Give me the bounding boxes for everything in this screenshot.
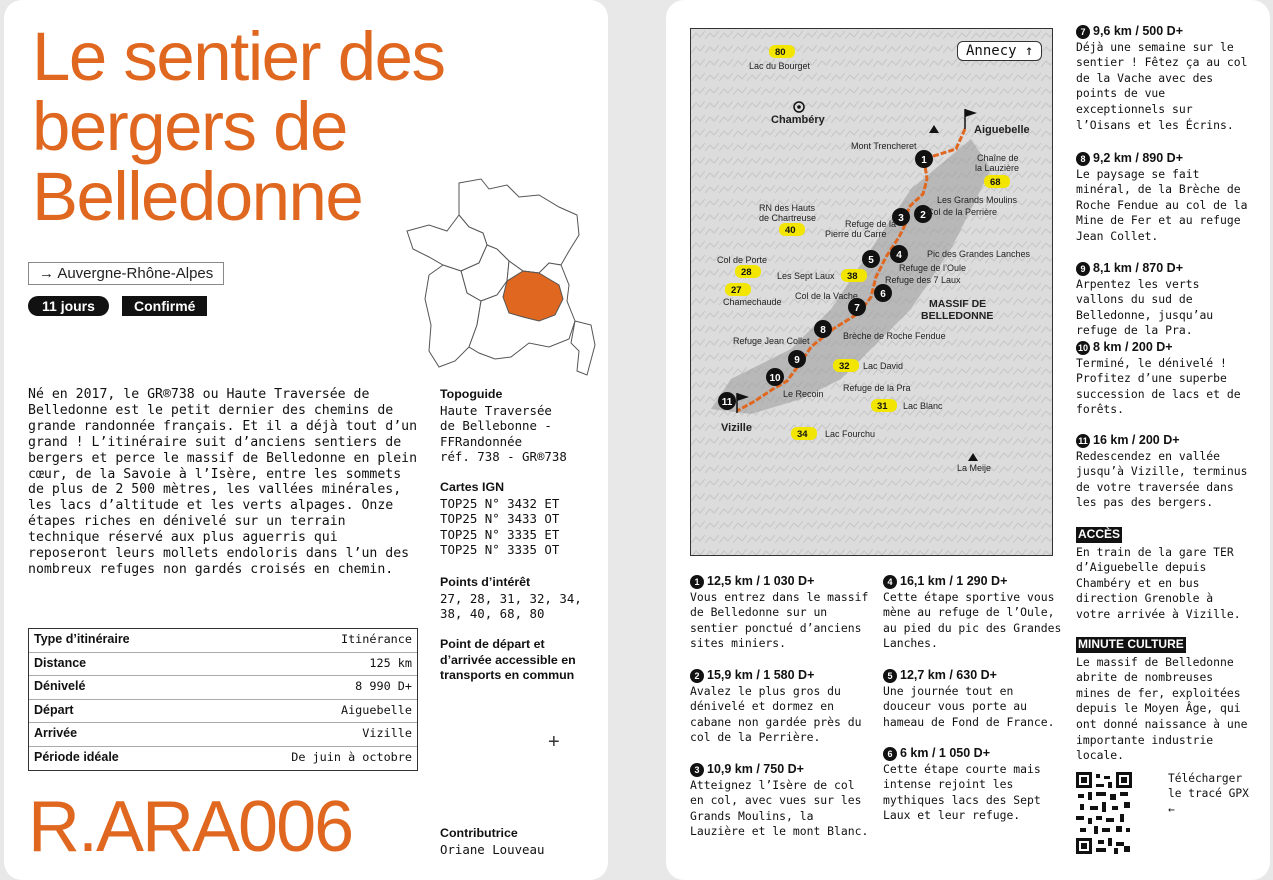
stage-number: 9 — [1076, 262, 1090, 276]
ign-maps-block — [440, 480, 600, 558]
fact-value: 8 990 D+ — [355, 679, 412, 693]
culture-block — [1076, 637, 1248, 764]
label-refuge-7laux: Refuge des 7 Laux — [885, 275, 961, 285]
stage-heading: 8,1 km / 870 D+ — [1093, 261, 1183, 275]
label-refuge-pierre-1: Refuge de la — [845, 219, 897, 229]
stage-text: Vous entrez dans le massif de Belledonne sur un sentier ponctué d’anciens sites miniers. — [690, 589, 869, 651]
plus-icon: + — [548, 731, 560, 753]
stage-number: 6 — [883, 747, 897, 761]
intro-paragraph: Né en 2017, le GR®738 ou Haute Traversée de Belledonne est le petit dernier des chemins de grande randonnée français. Et il a déjà tout d’un grand ! L’itinéraire suit d’anciens sentiers de bergers et perce le massif de Belledonne en plein cœur, de la Savoie à l’Isère, entre les sommets de plus de 2 500 mètres, les vallées minérales, les lacs d’altitude et les verts alpages. Onze étapes riches en dénivelé sur un terrain technique réservé aux plus aguerris qui reposeront leurs mollets endoloris dans l’un des nombreux refuges non gardés croisés en chemin. — [28, 387, 418, 577]
stage-text: Une journée tout en douceur vous porte au hameau de Fond de France. — [883, 683, 1055, 729]
left-page — [4, 0, 608, 880]
stage-text: Redescendez en vallée jusqu’à Vizille, terminus de votre traversée dans les pas des bergers. — [1076, 448, 1248, 510]
gpx-download-link[interactable] — [1168, 771, 1258, 817]
stage-text: Avalez le plus gros du dénivelé et dormez en cabane non gardée près du col de la Perrière. — [690, 683, 862, 745]
contributor-heading: Contributrice — [440, 826, 518, 840]
poi-heading: Points d’intérêt — [440, 575, 531, 589]
badge-28: 28 — [741, 267, 752, 278]
fact-value: Vizille — [362, 726, 412, 740]
ign-map-ref: TOP25 N° 3335 OT — [440, 542, 560, 558]
stage-1 — [690, 574, 870, 652]
step-3: 3 — [898, 213, 904, 224]
contributor-name: Oriane Louveau — [440, 841, 545, 857]
stage-4 — [883, 574, 1063, 652]
badge-38: 38 — [847, 271, 858, 282]
fact-label: Période idéale — [34, 749, 119, 764]
fact-row — [29, 747, 417, 771]
stage-text: Terminé, le dénivelé ! Profitez d’une superbe succession de lacs et de forêts. — [1076, 355, 1241, 417]
label-chambery: Chambéry — [771, 114, 825, 126]
stage-8 — [1076, 151, 1248, 245]
label-chaine-1: Chaîne de — [977, 153, 1019, 163]
route-reference-code: R.ARA006 — [28, 787, 353, 867]
topoguide-block — [440, 387, 600, 465]
stage-number: 5 — [883, 669, 897, 683]
stage-5 — [883, 668, 1063, 730]
stage-9 — [1076, 261, 1248, 339]
access-heading: ACCÈS — [1078, 527, 1121, 541]
topoguide-line: FFRandonnée — [440, 433, 523, 449]
stage-heading: 16 km / 200 D+ — [1093, 433, 1180, 447]
stage-number: 1 — [690, 575, 704, 589]
ign-map-ref: TOP25 N° 3335 ET — [440, 526, 560, 542]
stage-text: Cette étape courte mais intense rejoint les mythiques lacs des Sept Laux et leur refuge. — [883, 761, 1041, 823]
stage-2 — [690, 668, 870, 746]
fact-row — [29, 700, 417, 724]
fact-row — [29, 676, 417, 700]
label-lac-fourchu: Lac Fourchu — [825, 429, 876, 439]
france-region-map — [399, 175, 599, 385]
gpx-line: Télécharger — [1168, 772, 1243, 785]
label-refuge-oule: Refuge de l’Oule — [899, 263, 967, 273]
label-pic-lanches: Pic des Grandes Lanches — [927, 249, 1031, 259]
label-aiguebelle: Aiguebelle — [974, 124, 1030, 136]
difficulty-badge: Confirmé — [122, 296, 207, 316]
step-7: 7 — [854, 303, 860, 314]
stage-number: 3 — [690, 763, 704, 777]
label-chamechaude: Chamechaude — [723, 297, 782, 307]
step-9: 9 — [794, 355, 800, 366]
fact-label: Distance — [34, 655, 87, 670]
culture-text: Le massif de Belledonne abrite de nombreuses mines de fer, exploitées depuis le Moyen Âge, qui ont donné naissance à une importante industrie locale. — [1076, 654, 1248, 763]
topoguide-line: Haute Traversée — [440, 402, 552, 418]
fact-row — [29, 723, 417, 747]
fact-value: Itinérance — [340, 632, 412, 646]
step-8: 8 — [820, 325, 826, 336]
step-6: 6 — [880, 289, 886, 300]
step-2: 2 — [920, 210, 926, 221]
label-col-porte: Col de Porte — [717, 255, 768, 265]
fact-value: Aiguebelle — [340, 702, 412, 717]
fact-value: 125 km — [369, 655, 412, 670]
label-rn-2: de Chartreuse — [759, 213, 817, 223]
poi-line: 27, 28, 31, 32, 34, — [440, 590, 582, 606]
stage-7 — [1076, 24, 1248, 133]
label-jean-collet: Refuge Jean Collet — [733, 336, 810, 346]
arrow-left-icon: ← — [1168, 802, 1175, 816]
step-5: 5 — [868, 255, 874, 266]
label-grands-moulins: Les Grands Moulins — [937, 195, 1018, 205]
transport-note: Point de départ et d’arrivée accessible en transports en commun — [440, 637, 576, 683]
label-rn-1: RN des Hauts — [759, 203, 816, 213]
region-corsica — [571, 321, 595, 375]
stage-6 — [883, 746, 1063, 824]
label-chaine-2: la Lauzière — [975, 163, 1020, 173]
stage-10 — [1076, 340, 1248, 418]
label-vizille: Vizille — [721, 422, 752, 434]
access-block — [1076, 527, 1248, 623]
facts-table — [28, 628, 418, 771]
ign-map-ref: TOP25 N° 3433 OT — [440, 511, 560, 527]
step-11: 11 — [721, 397, 733, 408]
stage-number: 8 — [1076, 152, 1090, 166]
annecy-direction-button[interactable]: Annecy ↑ — [957, 41, 1042, 61]
badge-80: 80 — [775, 47, 786, 58]
fact-label: Type d’itinéraire — [34, 632, 130, 646]
stage-heading: 6 km / 1 050 D+ — [900, 746, 990, 760]
label-refuge-pra: Refuge de la Pra — [843, 383, 911, 393]
fact-label: Dénivelé — [34, 679, 86, 693]
badge-32: 32 — [839, 361, 850, 372]
fact-label: Départ — [34, 702, 74, 717]
stage-heading: 9,2 km / 890 D+ — [1093, 151, 1183, 165]
stage-text: Le paysage se fait minéral, de la Brèche de Roche Fendue au col de la Mine de Fer et au refuge Jean Collet. — [1076, 166, 1248, 243]
stage-heading: 15,9 km / 1 580 D+ — [707, 668, 815, 682]
badge-68: 68 — [990, 177, 1001, 188]
ign-map-ref: TOP25 N° 3432 ET — [440, 495, 560, 511]
step-10: 10 — [769, 373, 781, 384]
route-map[interactable] — [690, 28, 1053, 556]
stage-3 — [690, 762, 870, 840]
page-title: Le sentier des bergers de Belledonne — [32, 18, 445, 235]
badge-34: 34 — [797, 429, 808, 440]
label-le-recoin: Le Recoin — [783, 389, 824, 399]
stage-number: 2 — [690, 669, 704, 683]
region-tag[interactable]: → Auvergne-Rhône-Alpes — [28, 262, 224, 285]
step-1: 1 — [921, 155, 927, 166]
access-text: En train de la gare TER d’Aiguebelle depuis Chambéry et en bus direction Grenoble à votre arrivée à Vizille. — [1076, 544, 1241, 621]
label-breche: Brèche de Roche Fendue — [843, 331, 946, 341]
badge-40: 40 — [785, 225, 796, 236]
stage-number: 4 — [883, 575, 897, 589]
badge-31: 31 — [877, 401, 888, 412]
label-massif-1: MASSIF DE — [929, 298, 987, 310]
topoguide-line: réf. 738 - GR®738 — [440, 449, 567, 465]
label-col-vache: Col de la Vache — [795, 291, 858, 301]
stage-heading: 12,7 km / 630 D+ — [900, 668, 997, 682]
poi-block — [440, 575, 600, 622]
stage-11 — [1076, 433, 1248, 511]
step-4: 4 — [896, 250, 902, 261]
poi-line: 38, 40, 68, 80 — [440, 606, 545, 622]
right-page — [666, 0, 1270, 880]
stage-heading: 9,6 km / 500 D+ — [1093, 24, 1183, 38]
duration-badge: 11 jours — [28, 296, 109, 316]
stage-text: Arpentez les verts vallons du sud de Belledonne, jusqu’au refuge de la Pra. — [1076, 276, 1214, 338]
label-massif-2: BELLEDONNE — [921, 310, 994, 322]
stage-heading: 16,1 km / 1 290 D+ — [900, 574, 1008, 588]
label-col-perriere: Col de la Perrière — [927, 207, 998, 217]
label-lac-blanc: Lac Blanc — [903, 401, 943, 411]
topoguide-line: de Bellebonne - — [440, 418, 552, 434]
ign-maps-heading: Cartes IGN — [440, 480, 505, 494]
gpx-line: le tracé GPX — [1168, 787, 1249, 801]
stage-heading: 8 km / 200 D+ — [1093, 340, 1173, 354]
stage-text: Déjà une semaine sur le sentier ! Fêtez ça au col de la Vache avec des points de vue exceptionnels sur l’Oisans et les Écrins. — [1076, 39, 1248, 132]
stage-number: 11 — [1076, 434, 1090, 448]
contributor-block — [440, 826, 600, 857]
map-canvas — [691, 29, 1053, 556]
stage-number: 10 — [1077, 342, 1088, 353]
label-lac-bourget: Lac du Bourget — [749, 61, 811, 71]
fact-label: Arrivée — [34, 726, 78, 740]
badge-27: 27 — [731, 285, 742, 296]
label-lac-david: Lac David — [863, 361, 904, 371]
fact-row — [29, 653, 417, 677]
stage-text: Cette étape sportive vous mène au refuge de l’Oule, au pied du pic des Grandes Lanches. — [883, 589, 1062, 651]
label-mont-trencheret: Mont Trencheret — [851, 141, 917, 151]
gpx-qr-code[interactable] — [1076, 772, 1132, 854]
label-la-meije: La Meije — [957, 463, 992, 473]
stage-heading: 10,9 km / 750 D+ — [707, 762, 804, 776]
fact-value: De juin à octobre — [291, 749, 412, 764]
culture-heading: MINUTE CULTURE — [1078, 637, 1184, 651]
topoguide-heading: Topoguide — [440, 387, 503, 401]
fact-row — [29, 629, 417, 653]
stage-heading: 12,5 km / 1 030 D+ — [707, 574, 815, 588]
label-refuge-pierre-2: Pierre du Carre — [825, 229, 887, 239]
stage-text: Atteignez l’Isère de col en col, avec vues sur les Grands Moulins, la Lauzière et le mont Blanc. — [690, 777, 869, 839]
label-sept-laux: Les Sept Laux — [777, 271, 835, 281]
stage-number: 7 — [1076, 25, 1090, 39]
chambery-marker-dot — [797, 105, 801, 109]
